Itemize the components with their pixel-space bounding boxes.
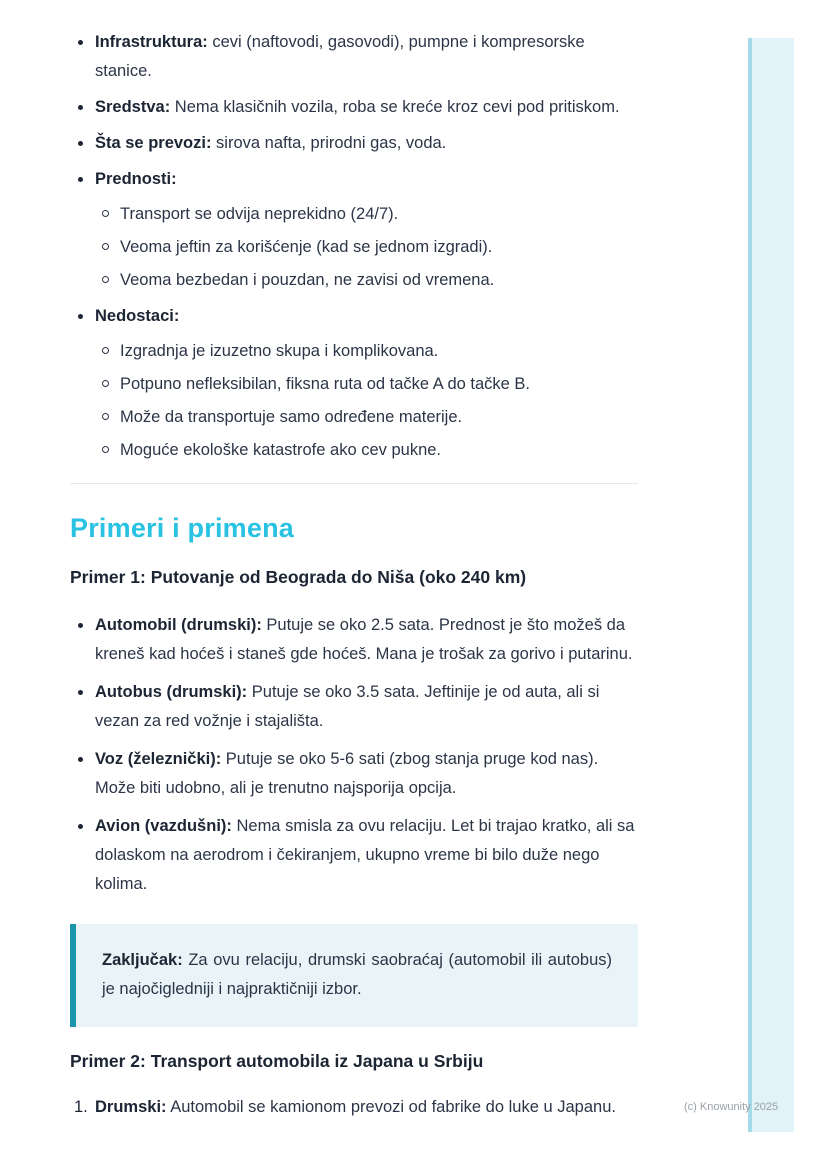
list-item-text: cevi (naftovodi, gasovodi), pumpne i kompresorske stanice. — [95, 33, 585, 80]
sublist-item — [95, 337, 638, 366]
sublist-item-text: Potpuno nefleksibilan, fiksna ruta od tačke A do tačke B. — [120, 375, 531, 393]
sublist-item-text: Veoma jeftin za korišćenje (kad se jednom izgradi). — [120, 238, 493, 256]
list-item-lead: Sredstva: — [95, 98, 171, 116]
page-edge-bar — [748, 38, 794, 1132]
list-item-text: Nema klasičnih vozila, roba se kreće kroz cevi pod pritiskom. — [170, 98, 620, 116]
conclusion-callout — [70, 924, 638, 1027]
list-item-lead: Avion (vazdušni): — [95, 817, 232, 835]
list-item-lead: Voz (železnički): — [95, 750, 222, 768]
list-item-lead: Prednosti: — [95, 170, 177, 188]
list-item — [70, 812, 638, 899]
sublist-item-text: Izgradnja je izuzetno skupa i komplikovana. — [120, 342, 439, 360]
callout-lead: Zaključak: — [102, 951, 183, 969]
list-item — [70, 678, 638, 736]
list-item-lead: Autobus (drumski): — [95, 683, 248, 701]
section-heading: Primeri i primena — [70, 513, 294, 543]
sublist-item-text: Moguće ekološke katastrofe ako cev pukne. — [120, 441, 442, 459]
sublist-item — [95, 233, 638, 262]
sublist-item — [95, 436, 638, 465]
sublist-item-text: Veoma bezbedan i pouzdan, ne zavisi od vremena. — [120, 271, 495, 289]
pipeline-properties-list — [70, 28, 638, 465]
sublist-item — [95, 403, 638, 432]
list-item-advantages — [70, 165, 638, 295]
advantages-sublist — [95, 200, 638, 295]
list-item-text: Putuje se oko 3.5 sata. Jeftinije je od auta, ali si vezan za red vožnje i stajališta. — [95, 683, 600, 730]
example1-list — [70, 611, 638, 899]
list-item-text: Nema smisla za ovu relaciju. Let bi trajao kratko, ali sa dolaskom na aerodrom i čekiranjem, ukupno vreme bi bilo duže nego kolima. — [95, 817, 635, 893]
sublist-item-text: Može da transportuje samo određene materije. — [120, 408, 463, 426]
list-item-lead: Drumski: — [95, 1098, 167, 1116]
list-item — [70, 93, 638, 122]
list-item — [70, 745, 638, 803]
list-item-lead: Automobil (drumski): — [95, 616, 262, 634]
section-divider — [70, 483, 638, 484]
list-item-text: Putuje se oko 5-6 sati (zbog stanja pruge kod nas). Može biti udobno, ali je trenutno najsporija opcija. — [95, 750, 599, 797]
disadvantages-sublist — [95, 337, 638, 465]
sublist-item-text: Transport se odvija neprekidno (24/7). — [120, 205, 399, 223]
list-item-text: Putuje se oko 2.5 sata. Prednost je što možeš da kreneš kad hoćeš i staneš gde hoćeš. Mana je trošak za gorivo i putarinu. — [95, 616, 633, 663]
list-item-disadvantages — [70, 302, 638, 465]
list-item — [70, 28, 638, 86]
document-content — [70, 28, 638, 1122]
sublist-item — [95, 370, 638, 399]
copyright-footer: (c) Knowunity 2025 — [684, 1101, 779, 1113]
callout-text: Za ovu relaciju, drumski saobraćaj (automobil ili autobus) je najočigledniji i najpraktičniji izbor. — [102, 951, 612, 998]
list-item — [70, 611, 638, 669]
numbered-list-item — [70, 1093, 638, 1122]
list-item-lead: Nedostaci: — [95, 307, 180, 325]
list-item-number: 1. — [74, 1098, 88, 1116]
list-item — [70, 129, 638, 158]
sublist-item — [95, 200, 638, 229]
example2-list — [70, 1093, 638, 1122]
list-item-text: Automobil se kamionom prevozi od fabrike do luke u Japanu. — [166, 1098, 616, 1116]
sublist-item — [95, 266, 638, 295]
example2-title: Primer 2: Transport automobila iz Japana u Srbiju — [70, 1051, 484, 1071]
list-item-lead: Šta se prevozi: — [95, 134, 212, 152]
example1-title: Primer 1: Putovanje od Beograda do Niša (oko 240 km) — [70, 567, 527, 587]
list-item-text: sirova nafta, prirodni gas, voda. — [211, 134, 447, 152]
list-item-lead: Infrastruktura: — [95, 33, 208, 51]
